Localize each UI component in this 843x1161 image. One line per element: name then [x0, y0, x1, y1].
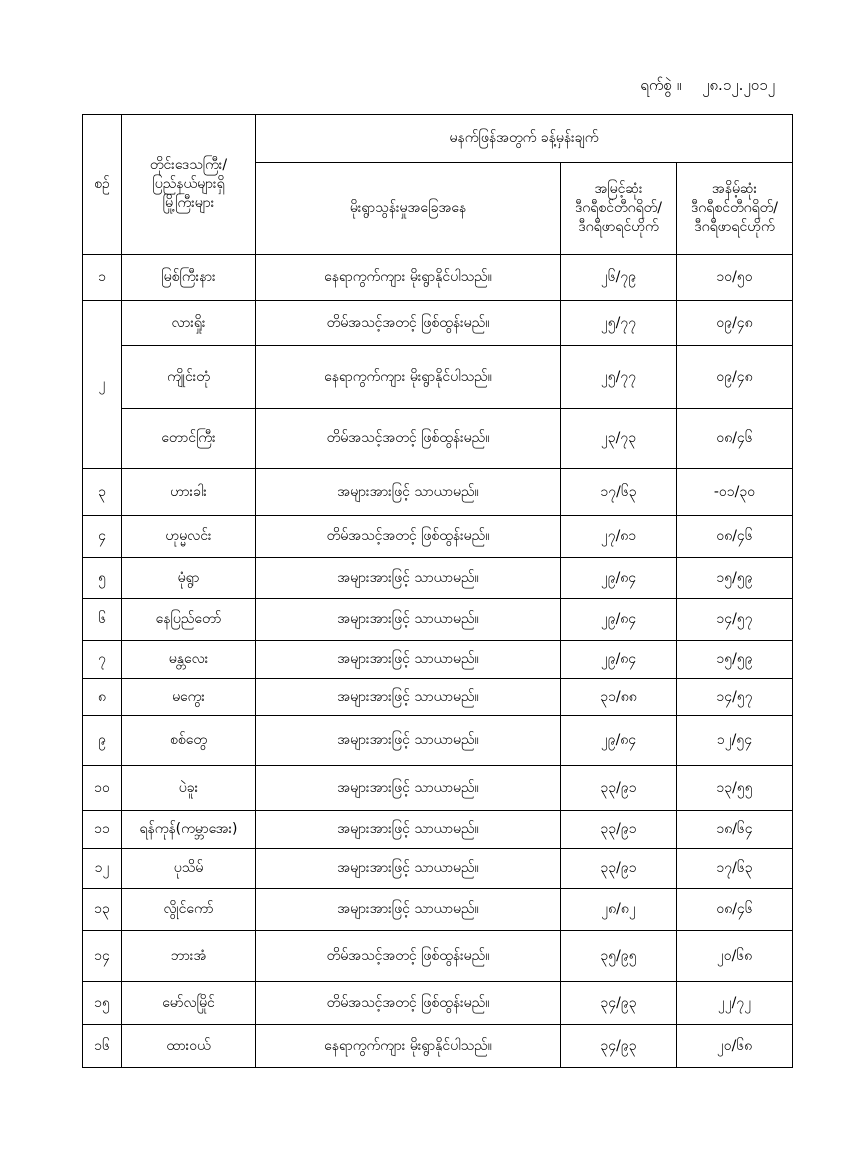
row-condition: အများအားဖြင့် သာယာမည်။: [256, 889, 561, 931]
table-row: [83, 766, 793, 811]
row-city: ထားဝယ်: [122, 1025, 256, 1068]
table-row: [83, 599, 793, 641]
row-condition: တိမ်အသင့်အတင့် ဖြစ်ထွန်းမည်။: [256, 516, 561, 558]
row-max-temp: ၂၅/၇၇: [561, 346, 677, 409]
row-city: မော်လမြိုင်: [122, 982, 256, 1025]
row-condition: နေရာကွက်ကျား မိုးရွာနိုင်ပါသည်။: [256, 1025, 561, 1068]
row-min-temp: ၁၅/၅၉: [677, 641, 793, 679]
row-condition: အများအားဖြင့် သာယာမည်။: [256, 558, 561, 599]
row-city: စစ်တွေ: [122, 716, 256, 766]
row-max-temp: ၃၃/၉၁: [561, 811, 677, 849]
date-value: ၂၈.၁၂.၂၀၁၂: [702, 76, 775, 94]
row-city: မန္တလေး: [122, 641, 256, 679]
row-condition: အများအားဖြင့် သာယာမည်။: [256, 766, 561, 811]
table-body: [83, 255, 793, 1068]
row-max-temp: ၃၅/၉၅: [561, 931, 677, 982]
header-max: [561, 163, 677, 255]
row-no: ၈: [83, 679, 122, 716]
date-label: ရက်စွဲ ။: [640, 76, 682, 94]
row-max-temp: ၃၁/၈၈: [561, 679, 677, 716]
row-condition: အများအားဖြင့် သာယာမည်။: [256, 599, 561, 641]
row-no: ၁၅: [83, 982, 122, 1025]
row-city: နေပြည်တော်: [122, 599, 256, 641]
row-min-temp: ၀၈/၄၆: [677, 516, 793, 558]
row-condition: နေရာကွက်ကျား မိုးရွာနိုင်ပါသည်။: [256, 346, 561, 409]
row-max-temp: ၂၉/၈၄: [561, 599, 677, 641]
row-min-temp: ၁၄/၅၇: [677, 599, 793, 641]
row-condition: တိမ်အသင့်အတင့် ဖြစ်ထွန်းမည်။: [256, 931, 561, 982]
row-min-temp: ၁၀/၅၀: [677, 255, 793, 301]
row-condition: အများအားဖြင့် သာယာမည်။: [256, 849, 561, 889]
header-no: စဉ်: [83, 115, 122, 255]
row-min-temp: ၂၂/၇၂: [677, 982, 793, 1025]
header-min-line: ဒီဂရီစင်တီဂရိတ်/: [691, 200, 778, 217]
row-no: ၁၄: [83, 931, 122, 982]
header-min-line: ဒီဂရီဖာရင်ဟိုက်: [694, 218, 775, 235]
row-min-temp: ၀၈/၄၆: [677, 409, 793, 469]
row-min-temp: -၀၁/၃၀: [677, 469, 793, 516]
row-city: လွိုင်ကော်: [122, 889, 256, 931]
row-min-temp: ၁၄/၅၇: [677, 679, 793, 716]
row-max-temp: ၂၉/၈၄: [561, 716, 677, 766]
header-max-line: အမြင့်ဆုံး: [594, 181, 643, 198]
row-condition: အများအားဖြင့် သာယာမည်။: [256, 716, 561, 766]
table-row: [83, 469, 793, 516]
row-condition: တိမ်အသင့်အတင့် ဖြစ်ထွန်းမည်။: [256, 409, 561, 469]
row-city: မုံရွာ: [122, 558, 256, 599]
table-row: [83, 346, 793, 409]
table-row: [83, 1025, 793, 1068]
date-line: [640, 76, 775, 98]
row-max-temp: ၂၈/၈၂: [561, 889, 677, 931]
row-min-temp: ၁၃/၅၅: [677, 766, 793, 811]
row-max-temp: ၂၆/၇၉: [561, 255, 677, 301]
row-no: ၂: [83, 301, 122, 469]
row-max-temp: ၃၃/၉၁: [561, 849, 677, 889]
table-row: [83, 811, 793, 849]
row-no: ၃: [83, 469, 122, 516]
row-no: ၆: [83, 599, 122, 641]
row-city: ဟုမ္မလင်း: [122, 516, 256, 558]
header-region-line: ပြည်နယ်များရှိ: [152, 176, 225, 193]
row-city: ပဲခူး: [122, 766, 256, 811]
table-header: [83, 115, 793, 255]
row-city: ရန်ကုန်(ကမ္ဘာအေး): [122, 811, 256, 849]
row-no: ၁၀: [83, 766, 122, 811]
table-row: [83, 849, 793, 889]
header-min-line: အနိမ့်ဆုံး: [711, 181, 758, 198]
row-min-temp: ၁၈/၆၄: [677, 811, 793, 849]
row-no: ၁၂: [83, 849, 122, 889]
row-max-temp: ၃၄/၉၃: [561, 982, 677, 1025]
row-city: ပုသိမ်: [122, 849, 256, 889]
row-min-temp: ၂၀/၆၈: [677, 1025, 793, 1068]
table-row: [83, 679, 793, 716]
row-max-temp: ၂၅/၇၇: [561, 301, 677, 346]
row-city: မြစ်ကြီးနား: [122, 255, 256, 301]
table-row: [83, 889, 793, 931]
row-max-temp: ၂၃/၇၃: [561, 409, 677, 469]
row-min-temp: ၁၇/၆၃: [677, 849, 793, 889]
row-condition: အများအားဖြင့် သာယာမည်။: [256, 811, 561, 849]
row-max-temp: ၂၇/၈၁: [561, 516, 677, 558]
header-region-line: မြို့ကြီးများ: [162, 194, 215, 211]
header-forecast-group: မနက်ဖြန်အတွက် ခန့်မှန်းချက်: [256, 115, 793, 163]
row-no: ၁၃: [83, 889, 122, 931]
row-city: ဘားအံ: [122, 931, 256, 982]
row-no: ၄: [83, 516, 122, 558]
forecast-table: [82, 114, 793, 1068]
row-condition: အများအားဖြင့် သာယာမည်။: [256, 679, 561, 716]
row-condition: နေရာကွက်ကျား မိုးရွာနိုင်ပါသည်။: [256, 255, 561, 301]
header-region-line: တိုင်းဒေသကြီး/: [149, 157, 228, 174]
row-min-temp: ၂၀/၆၈: [677, 931, 793, 982]
row-max-temp: ၃၄/၉၃: [561, 1025, 677, 1068]
table-row: [83, 301, 793, 346]
row-min-temp: ၀၉/၄၈: [677, 301, 793, 346]
row-no: ၁: [83, 255, 122, 301]
table-row: [83, 641, 793, 679]
row-max-temp: ၂၉/၈၄: [561, 558, 677, 599]
table-row: [83, 558, 793, 599]
table-row: [83, 931, 793, 982]
row-max-temp: ၃၃/၉၁: [561, 766, 677, 811]
row-condition: တိမ်အသင့်အတင့် ဖြစ်ထွန်းမည်။: [256, 301, 561, 346]
row-condition: အများအားဖြင့် သာယာမည်။: [256, 469, 561, 516]
row-no: ၁၆: [83, 1025, 122, 1068]
row-no: ၉: [83, 716, 122, 766]
row-no: ၁၁: [83, 811, 122, 849]
table-row: [83, 255, 793, 301]
table-row: [83, 516, 793, 558]
header-min: [677, 163, 793, 255]
row-city: ကျိုင်းတုံ: [122, 346, 256, 409]
header-max-line: ဒီဂရီဖာရင်ဟိုက်: [578, 218, 659, 235]
row-min-temp: ၁၂/၅၄: [677, 716, 793, 766]
table-row: [83, 409, 793, 469]
row-city: တောင်ကြီး: [122, 409, 256, 469]
header-max-line: ဒီဂရီစင်တီဂရိတ်/: [575, 200, 662, 217]
row-city: မကွေး: [122, 679, 256, 716]
row-max-temp: ၁၇/၆၃: [561, 469, 677, 516]
header-condition: မိုးရွာသွန်းမှုအခြေအနေ: [256, 163, 561, 255]
row-city: လားရှိုး: [122, 301, 256, 346]
row-min-temp: ၁၅/၅၉: [677, 558, 793, 599]
table-row: [83, 982, 793, 1025]
table-row: [83, 716, 793, 766]
row-city: ဟားခါး: [122, 469, 256, 516]
row-condition: တိမ်အသင့်အတင့် ဖြစ်ထွန်းမည်။: [256, 982, 561, 1025]
row-condition: အများအားဖြင့် သာယာမည်။: [256, 641, 561, 679]
row-no: ၅: [83, 558, 122, 599]
header-region: [122, 115, 256, 255]
row-no: ၇: [83, 641, 122, 679]
row-max-temp: ၂၉/၈၄: [561, 641, 677, 679]
row-min-temp: ၀၉/၄၈: [677, 346, 793, 409]
row-min-temp: ၀၈/၄၆: [677, 889, 793, 931]
